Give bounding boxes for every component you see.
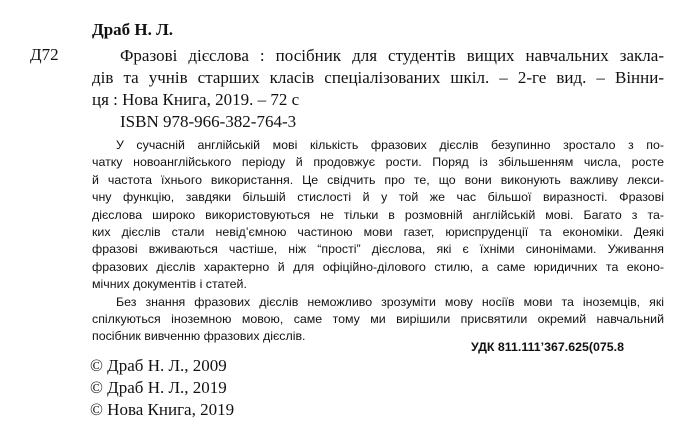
abstract-line: чну функцію, завдяки більшій стислості й у той же час більшої виразності. Фразові <box>92 190 664 205</box>
bibliographic-line: дів та учнів старших класів спеціалізованих шкіл. – 2-ге вид. – Вінни- <box>92 68 664 87</box>
abstract-line: спілкуються іноземною мовою, саме тому ми вирішили присвятили окремий навчальний <box>92 312 664 327</box>
copyright-line: © Драб Н. Л., 2019 <box>90 378 227 397</box>
author-name: Драб Н. Л. <box>92 20 174 39</box>
abstract-line: ких дієслів стали невід’ємною частиною мови газет, юриспруденції та економіки. Деякі <box>92 225 664 240</box>
bibliographic-description <box>92 45 664 111</box>
abstract-line: посібник вивченню фразових дієслів. <box>92 329 306 344</box>
copyright-line: © Драб Н. Л., 2009 <box>90 356 227 375</box>
copyright-line: © Нова Книга, 2019 <box>90 400 235 419</box>
abstract-line: фразових дієслів характерно й для офіційно-ділового стилю, а саме юридичних та еконо- <box>92 259 664 274</box>
isbn-number: ISBN 978-966-382-764-3 <box>120 112 297 131</box>
abstract-line: У сучасній англійській мові кількість фразових дієслів безупинно зростало з по- <box>116 138 664 152</box>
abstract-line: чатку новоанглійського періоду й продовжує рости. Поряд із збільшенням числа, росте <box>92 155 664 170</box>
udk-code: УДК 811.111’367.625(075.8 <box>470 340 624 354</box>
abstract-line: фразові вживаються частіше, ніж “прості” дієслова, які є їхніми синонімами. Уживання <box>92 242 664 257</box>
abstract <box>92 137 664 346</box>
bibliographic-line: ця : Нова Книга, 2019. – 72 с <box>92 90 300 109</box>
abstract-line: й частота їхнього використання. Це свідчить про те, що вони виконують важливу лекси- <box>92 172 664 187</box>
copyright-block <box>90 355 234 421</box>
bibliographic-line: Фразові дієслова : посібник для студентів вищих навчальних закла- <box>120 46 664 65</box>
abstract-line: дієслова широко використовуються не тільки в розмовній англійській мові. Багато з та- <box>92 207 664 222</box>
abstract-line: Без знання фразових дієслів неможливо зрозуміти мову носіїв мови та іноземців, які <box>116 294 664 309</box>
abstract-line: мічних документів і статей. <box>92 277 247 292</box>
bbk-code: Д72 <box>30 45 59 64</box>
